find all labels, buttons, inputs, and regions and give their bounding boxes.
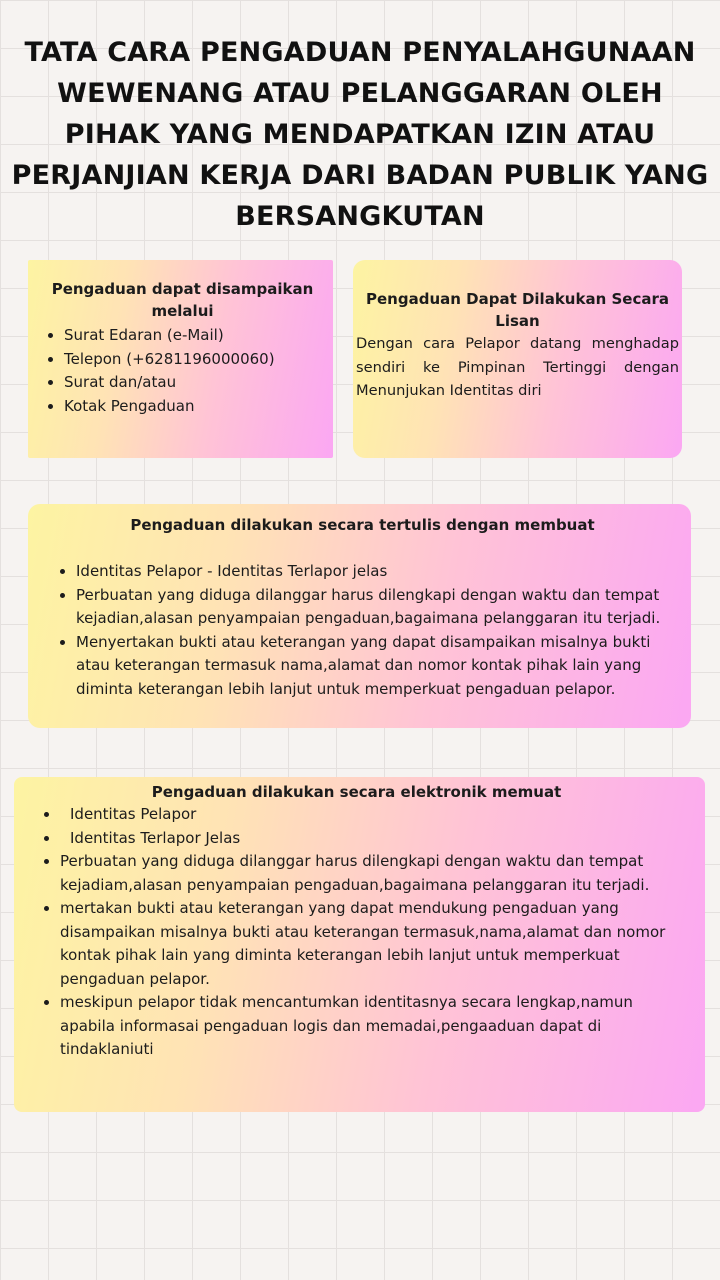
list-item: • Perbuatan yang diduga dilanggar harus dilengkapi dengan waktu dan tempat kejadiam,alasan penyampaian pengaduan,bagaimana pelanggaran itu terjadi. [60,850,685,897]
list-item: • Perbuatan yang diduga dilanggar harus dilengkapi dengan waktu dan tempat kejadian,alasan penyampaian pengaduan,bagaimana pelanggaran itu terjadi. [76,584,681,631]
list-item: • Surat dan/atau [64,371,323,395]
written-complaint-card [28,504,691,728]
list-item: • Identitas Pelapor - Identitas Terlapor jelas [76,560,681,584]
electronic-list [28,803,685,1062]
complaint-channels-card [28,260,333,458]
list-item: • Surat Edaran (e-Mail) [64,324,323,348]
electronic-heading: Pengaduan dilakukan secara elektronik memuat [151,783,562,801]
oral-text: Dengan cara Pelapor datang menghadap sendiri ke Pimpinan Tertinggi dengan Menunjukan Identitas diri [356,335,679,399]
list-item: • Menyertakan bukti atau keterangan yang dapat disampaikan misalnya bukti atau keterangan termasuk nama,alamat dan nomor kontak pihak lain yang diminta keterangan lebih lanjut untuk memperkuat pengaduan pelapor. [76,631,681,702]
electronic-complaint-card [14,777,705,1112]
channels-heading: Pengaduan dapat disampaikan melalui [51,280,314,320]
written-list [44,560,681,701]
channels-list [32,324,323,418]
list-item: • Kotak Pengaduan [64,395,323,419]
written-heading: Pengaduan dilakukan secara tertulis dengan membuat [130,516,595,534]
list-item: • Identitas Pelapor [60,803,685,827]
list-item: • meskipun pelapor tidak mencantumkan identitasnya secara lengkap,namun apabila informasai pengaduan logis dan memadai,pengaaduan dapat di tindaklaniuti [60,991,685,1062]
page-title: TATA CARA PENGADUAN PENYALAHGUNAAN WEWENANG ATAU PELANGGARAN OLEH PIHAK YANG MENDAPATKAN IZIN ATAU PERJANJIAN KERJA DARI BADAN PUBLIK YANG BERSANGKUTAN [11,37,709,232]
list-item: • Telepon (+6281196000060) [64,348,323,372]
list-item: • Identitas Terlapor Jelas [60,827,685,851]
list-item: • mertakan bukti atau keterangan yang dapat mendukung pengaduan yang disampaikan misalnya bukti atau keterangan termasuk,nama,alamat dan nomor kontak pihak lain yang diminta keterangan lebih lanjut untuk memperkuat pengaduan pelapor. [60,897,685,991]
oral-heading: Pengaduan Dapat Dilakukan Secara Lisan [366,290,669,330]
oral-complaint-card [353,260,682,458]
